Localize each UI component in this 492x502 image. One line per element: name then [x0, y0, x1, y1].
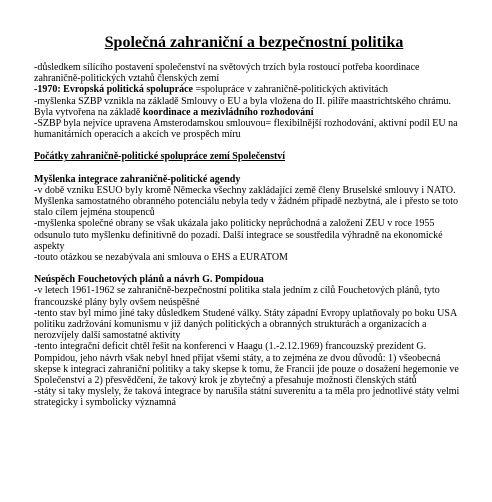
intro-paragraph: [34, 118, 468, 140]
paragraph: -myšlenka společné obrany se však ukázala jako politicky neprůchodná a založení ZEU v roce 1955 odsunulo tuto myšlenku definitivně do pozadí. Další integrace se soustředila výhradně na ekonomické aspekty: [34, 218, 443, 252]
text-run: -myšlenka SZBP vznikla na základě Smlouvy o EU a byla vložena do II. pilíře maastrichtského chrámu. Byla vytvořena na základě: [34, 95, 452, 118]
paragraph: -v letech 1961-1962 se zahraničně-bezpečnostní politika stala jedním z cílů Fouchetových plánů, tyto francouzské plány byly ovšem neúspěšné: [34, 285, 440, 308]
text-run: =spolupráce v zahraničně-politických aktivitách: [195, 84, 389, 96]
paragraph: -v době vzniku ESUO byly kromě Německa všechny zakládající země členy Bruselské smlouvy i NATO. Myšlenka samostatného obranného potenciálu nebyla tedy v žádném případě nezbytná, ale i přesto se toto stalo cílem jejména stoupenců: [34, 184, 459, 219]
text-run: -SZBP byla nejvíce upravena Amsterodamskou smlouvou= flexibilnější rozhodování, aktivní podíl EU na humanitárních operacích a akcích ve prospěch míru: [34, 118, 458, 141]
intro-paragraph: [34, 96, 468, 118]
paragraph: -touto otázkou se nezabývala ani smlouva o EHS a EURATOM: [34, 252, 288, 264]
document-title: Společná zahraniční a bezpečnostní politika: [104, 34, 404, 51]
paragraph: -tento stav byl mimo jiné taky důsledkem Studené války. Státy západní Evropy uplatňovaly po boku USA politiku zadržování komunismu v již daných politických a obranných strukturách a organizacích a nerozvíjely další samostatné aktivity: [34, 307, 457, 342]
section-heading-beginnings: Počátky zahraničně-politické spolupráce zemí Společenství: [34, 151, 286, 163]
paragraph: -státy si taky myslely, že taková integrace by narušila státní suverenitu a ta měla pro jednotlivé státy velmi strategicky i symbolicky významná: [34, 386, 460, 409]
intro-paragraph: [34, 62, 468, 84]
paragraph: -tento integrační deficit chtěl řešit na konferenci v Haagu (1.-2.12.1969) francouzský prezident G. Pompidou, jeho návrh však nebyl hned přijat všemi státy, a to zejména ze dvou důvodů: 1) všeobecná skepse k integraci zahraniční politiky a taky skepse k tomu, že Francii jde pouze o dosažení hegemonie ve Společenství a 2) přesvědčení, že takový krok je zbytečný a přesahuje možnosti členských států: [34, 341, 459, 387]
subheading-fouchet-plans: Neúspěch Fouchetových plánů a návrh G. Pompidoua: [34, 274, 264, 286]
bold-text: koordinace a meziv​ládního rozhodování: [142, 106, 314, 118]
text-run: -důsledkem sílícího postavení společenství na světových trzích byla rostoucí potřeba koordinace zahraničně-politických vztahů členských zemí: [34, 62, 420, 85]
bold-text: -1970: Evropská politická spolupráce: [34, 84, 196, 96]
intro-paragraph: [34, 84, 468, 95]
intro-block: [34, 62, 468, 140]
subheading-integration-idea: Myšlenka integrace zahraničně-politické agendy: [34, 173, 241, 185]
